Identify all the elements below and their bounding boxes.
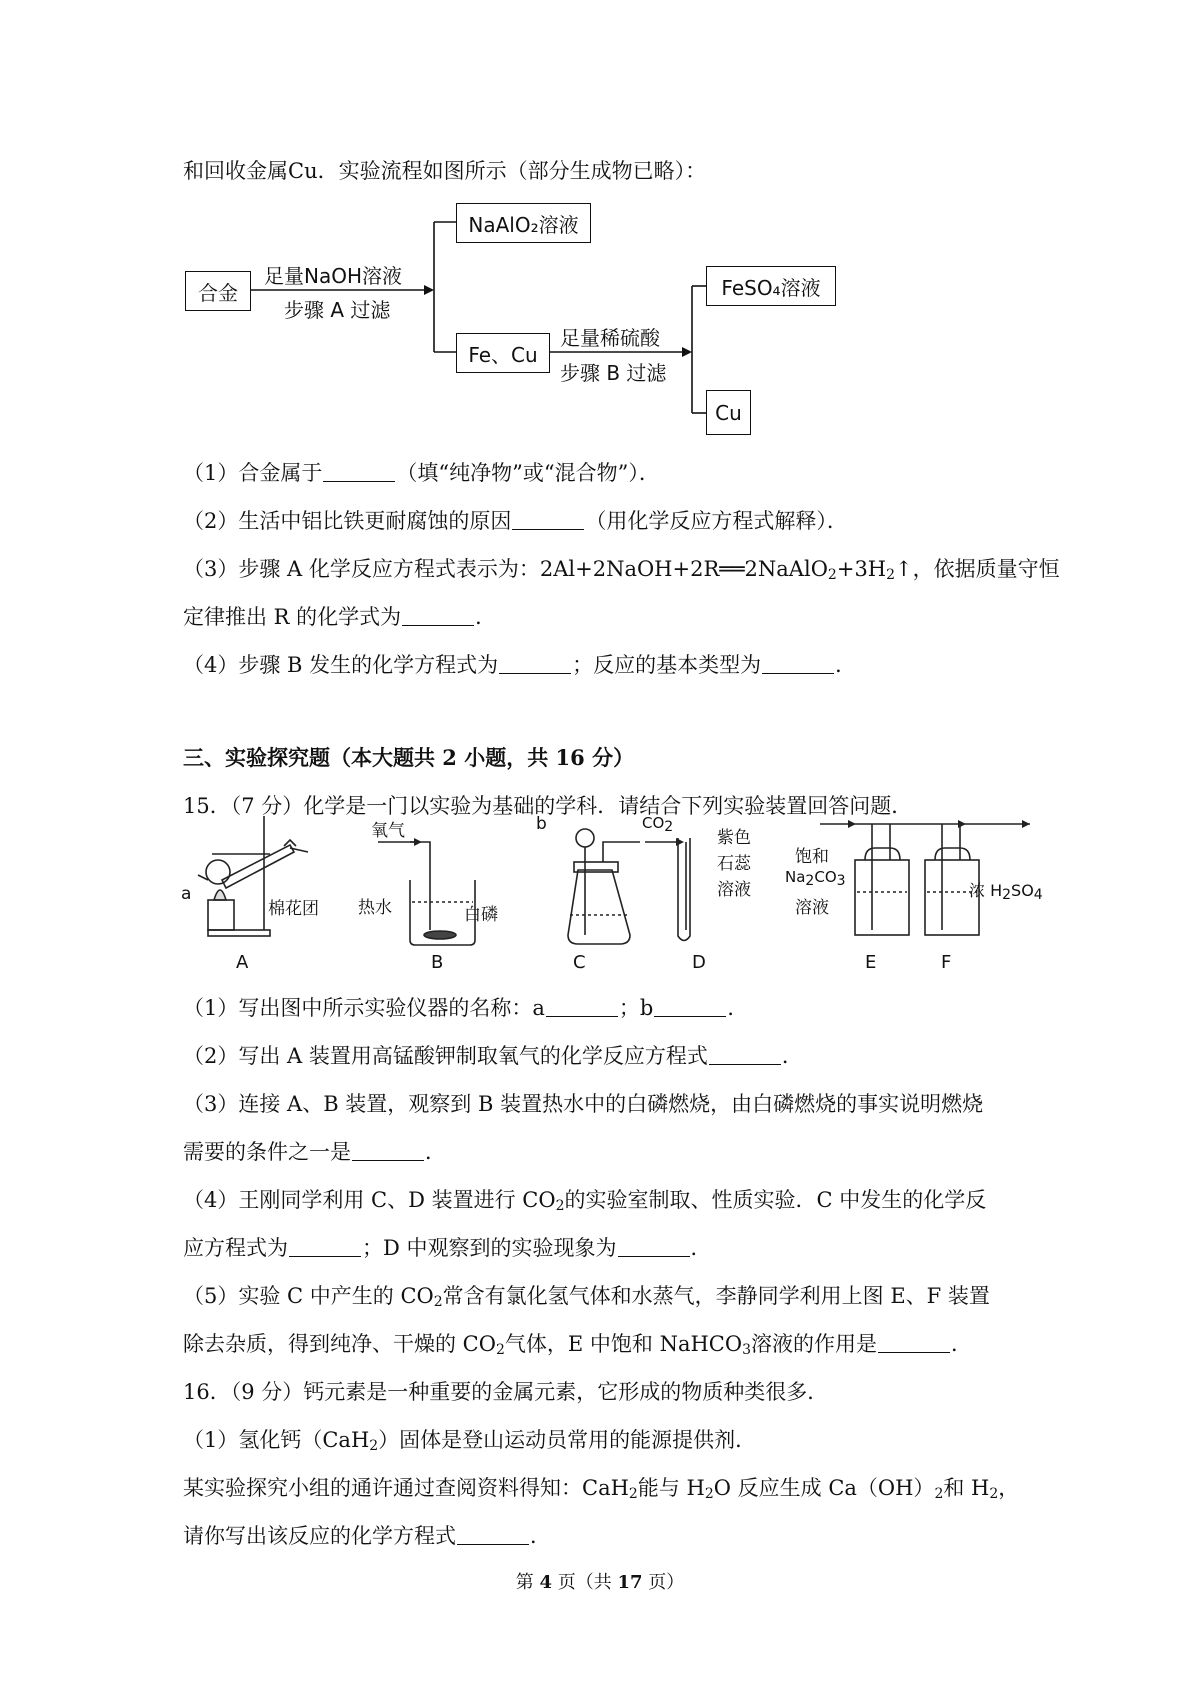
flow-box-cu: Cu [706,390,751,435]
label-purple-2: 石蕊 [717,854,751,874]
caption-D: D [692,952,706,973]
answer-blank-a[interactable] [546,996,618,1017]
q15-part4: （4）王刚同学利用 C、D 装置进行 $CO_2$的实验室制取、性质实验．C 中发生的化学反 [183,1188,987,1214]
caption-E: E [865,952,877,973]
caption-C: C [573,952,586,973]
answer-blank[interactable] [618,1236,690,1257]
q14-part1: （1）合金属于 （填“纯净物”或“混合物”）． [183,461,660,485]
q16-part1-ask: 请你写出该反应的化学方程式 ． [183,1524,551,1548]
q15-part1: （1）写出图中所示实验仪器的名称：a ；b ． [183,996,749,1020]
answer-blank[interactable] [878,1332,950,1353]
caption-A: A [236,952,249,973]
section-heading: 三、实验探究题（本大题共 2 小题，共 16 分） [183,745,635,770]
q16-heading: 16．（9 分）钙元素是一种重要的金属元素，它形成的物质种类很多． [183,1380,829,1404]
label-conc-h2so4: 浓 $H_2SO_4$ [969,881,1043,903]
intro-text: 和回收金属Cu．实验流程如图所示（部分生成物已略）： [183,159,707,183]
page-footer: 第 4 页（共 17 页） [515,1572,685,1593]
caption-F: F [941,952,952,973]
q16-part1: （1）氢化钙（CaH$_2$）固体是登山运动员常用的能源提供剂． [183,1428,757,1454]
q15-heading: 15．（7 分）化学是一门以实验为基础的学科．请结合下列实验装置回答问题． [183,794,913,818]
answer-blank[interactable] [289,1236,361,1257]
label-b: b [536,814,547,834]
q15-part5-cont: 除去杂质，得到纯净、干燥的 $CO_2$气体，E 中饱和 NaHCO$_3$溶液的作用是 ． [183,1332,972,1358]
flow-box-feso4: FeSO₄溶液 [706,266,836,306]
flow-label-stepA-reagent: 足量NaOH溶液 [264,264,402,288]
answer-blank-b[interactable] [654,996,726,1017]
label-saturated: 饱和 [795,847,829,867]
flow-label-stepA: 步骤 A 过滤 [284,298,391,322]
label-co2: $CO_2$ [642,814,674,835]
flow-box-fe-cu: Fe、Cu [456,333,550,373]
q14-part4: （4）步骤 B 发生的化学方程式为 ；反应的基本类型为 ． [183,653,857,677]
page-total: 17 [617,1572,643,1593]
q15-part4-cont: 应方程式为 ；D 中观察到的实验现象为 ． [183,1236,712,1260]
q14-part2: （2）生活中铝比铁更耐腐蚀的原因 （用化学反应方程式解释）． [183,509,848,533]
label-a: a [181,884,192,904]
q15-part3-cont: 需要的条件之一是 ． [183,1140,446,1164]
q14-part3: （3）步骤 A 化学反应方程式表示为：$2Al+2NaOH+2R══2NaAlO_2+3H_2↑$，依据质量守恒 [183,557,1060,583]
answer-blank[interactable] [457,1524,529,1545]
flow-box-alloy: 合金 [185,271,251,311]
q16-part1-info: 某实验探究小组的通许通过查阅资料得知：CaH$_2$能与 $H_2O$ 反应生成 $Ca(OH)_2$和 $H_2$， [183,1476,1020,1502]
flow-box-naalo2: NaAlO₂溶液 [456,203,591,243]
label-na2co3: $Na_2CO_3$ [785,868,846,889]
label-cotton: 棉花团 [268,899,319,919]
q15-part5: （5）实验 C 中产生的 $CO_2$常含有氯化氢气体和水蒸气，李静同学利用上图 E、F 装置 [183,1284,990,1310]
label-oxygen: 氧气 [371,821,405,841]
label-purple-3: 溶液 [717,880,751,900]
label-hotwater: 热水 [358,898,392,918]
flow-label-stepB-reagent: 足量稀硫酸 [560,326,660,350]
caption-B: B [431,952,444,973]
q15-part2: （2）写出 A 装置用高锰酸钾制取氧气的化学反应方程式 ． [183,1044,803,1068]
answer-blank[interactable] [709,1044,781,1065]
label-solution: 溶液 [795,898,829,918]
label-purple-1: 紫色 [717,828,751,848]
label-white-phosphorus: 白磷 [464,905,498,925]
q14-part3-cont: 定律推出 R 的化学式为 ． [183,605,497,629]
q15-part3: （3）连接 A、B 装置，观察到 B 装置热水中的白磷燃烧，由白磷燃烧的事实说明燃烧 [183,1092,984,1116]
answer-blank[interactable] [352,1140,424,1161]
page-number: 4 [539,1572,552,1593]
flow-label-stepB: 步骤 B 过滤 [560,361,667,385]
